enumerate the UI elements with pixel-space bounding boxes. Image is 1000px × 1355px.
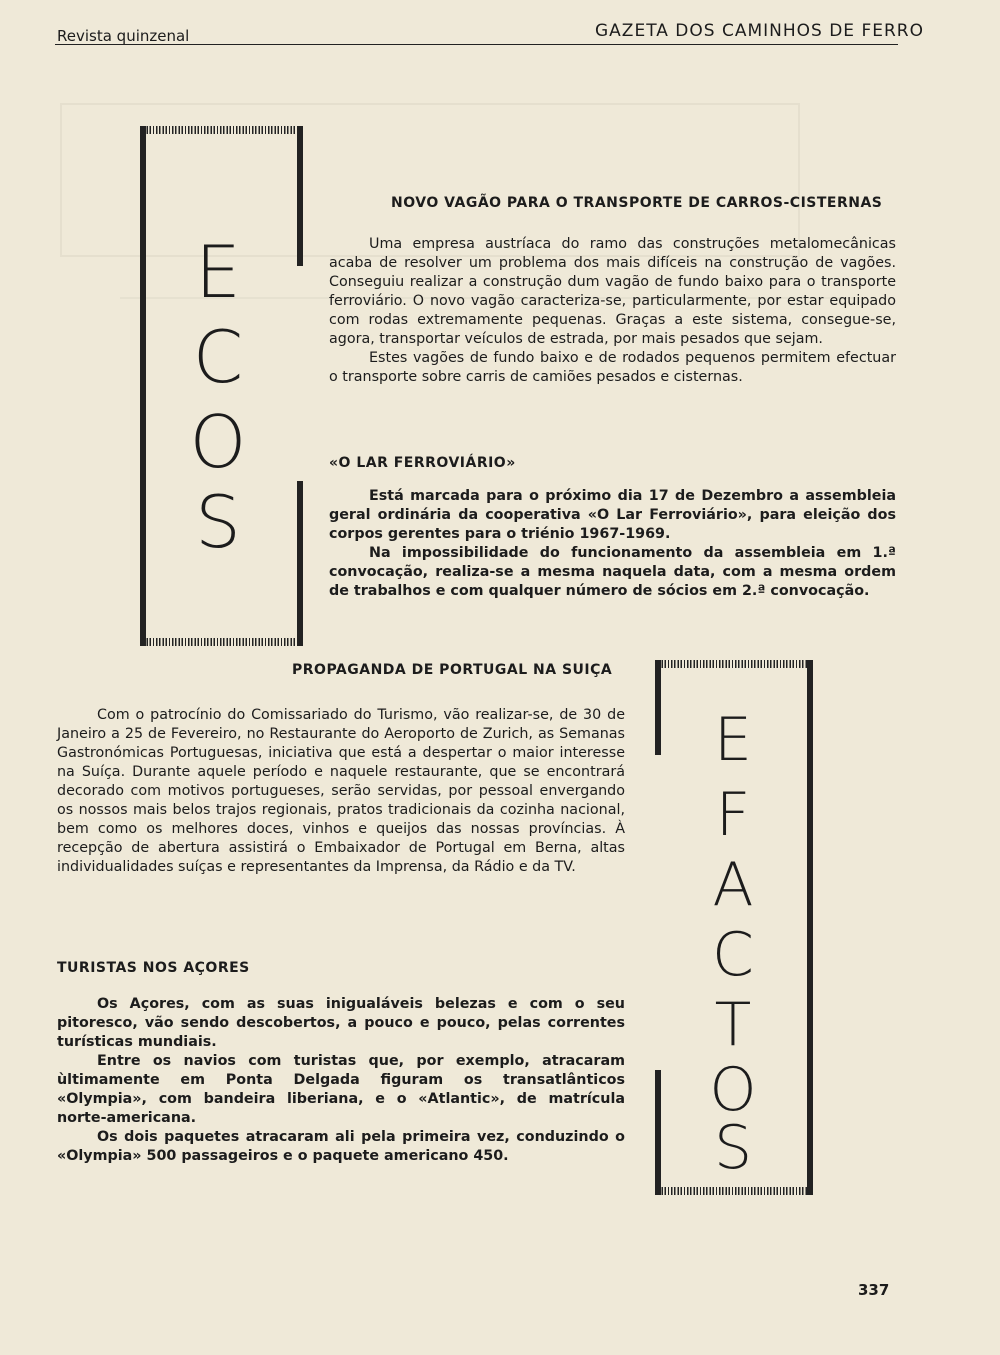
article-body-lar-ferroviario	[329, 487, 896, 601]
factos-letter: O	[709, 1055, 757, 1125]
ecos-letter: O	[189, 400, 247, 484]
paragraph: Na impossibilidade do funcionamento da assembleia em 1.ª convocação, realiza-se a mesma naquela data, com a mesma ordem de trabalhos e com qualquer número de sócios em 2.ª convocação.	[329, 545, 896, 599]
ecos-bracket-bottom	[140, 638, 303, 646]
running-head-right: GAZETA DOS CAMINHOS DE FERRO	[595, 21, 924, 41]
paragraph: Estes vagões de fundo baixo e de rodados pequenos permitem efectuar o transporte sobre carris de camiões pesados e cisternas.	[329, 350, 896, 385]
ecos-bracket-right-upper	[297, 126, 303, 266]
factos-letter: F	[715, 780, 751, 850]
ecos-letter: E	[195, 230, 241, 314]
running-head-left: Revista quinzenal	[57, 27, 190, 45]
article-title-propaganda-suica: PROPAGANDA DE PORTUGAL NA SUIÇA	[292, 662, 613, 678]
factos-letter: C	[712, 920, 754, 990]
article-body-turistas-acores	[57, 995, 625, 1166]
ecos-ornament	[140, 126, 303, 646]
factos-letter: T	[714, 990, 752, 1060]
factos-bracket-left-lower	[655, 1070, 661, 1195]
paragraph: Os dois paquetes atracaram ali pela primeira vez, conduzindo o «Olympia» 500 passageiros e o paquete americano 450.	[57, 1129, 625, 1164]
article-title-novo-vagao: NOVO VAGÃO PARA O TRANSPORTE DE CARROS-CISTERNAS	[391, 195, 883, 211]
header-rule	[55, 44, 898, 45]
article-body-novo-vagao	[329, 235, 896, 387]
factos-bracket-top	[655, 660, 813, 668]
paragraph: Os Açores, com as suas inigualáveis belezas e com o seu pitoresco, vão sendo descobertos, a pouco e pouco, pelas correntes turísticas mundiais.	[57, 996, 625, 1050]
factos-bracket-left-upper	[655, 660, 661, 755]
paragraph: Está marcada para o próximo dia 17 de Dezembro a assembleia geral ordinária da cooperativa «O Lar Ferroviário», para eleição dos corpos gerentes para o triénio 1967-1969.	[329, 488, 896, 542]
article-title-lar-ferroviario: «O LAR FERROVIÁRIO»	[329, 455, 516, 471]
paragraph: Com o patrocínio do Comissariado do Turismo, vão realizar-se, de 30 de Janeiro a 25 de Fevereiro, no Restaurante do Aeroporto de Zurich, as Semanas Gastronómicas Portuguesas, iniciativa que está a despertar o maior interesse na Suíça. Durante aquele período e naquele restaurante, que se encontrará decorado com motivos portugueses, serão servidas, por pessoal envergando os nossos mais belos trajos regionais, pratos tradicionais da cozinha nacional, bem como os melhores doces, vinhos e queijos das nossas províncias. À recepção de abertura assistirá o Embaixador de Portugal em Berna, altas individualidades suíças e representantes da Imprensa, da Rádio e da TV.	[57, 707, 625, 875]
ecos-bracket-left	[140, 126, 146, 646]
factos-letter: A	[712, 850, 754, 920]
page-number: 337	[858, 1281, 890, 1299]
factos-bracket-right	[807, 660, 813, 1195]
ecos-bracket-right-lower	[297, 481, 303, 646]
paragraph: Uma empresa austríaca do ramo das construções metalomecânicas acaba de resolver um problema dos mais difíceis na construção de vagões. Conseguiu realizar a construção dum vagão de fundo baixo para o transporte ferroviário. O novo vagão caracteriza-se, particularmente, por estar equipado com rodas extremamente pequenas. Graças a este sistema, consegue-se, agora, transportar veículos de estrada, por mais pesados que sejam.	[329, 236, 896, 347]
paragraph: Entre os navios com turistas que, por exemplo, atracaram ùltimamente em Ponta Delgada figuram os transatlânticos «Olympia», com bandeira liberiana, e o «Atlantic», de matrícula norte-americana.	[57, 1053, 625, 1126]
ecos-bracket-top	[140, 126, 303, 134]
article-title-turistas-acores: TURISTAS NOS AÇORES	[57, 960, 250, 976]
factos-ornament	[655, 660, 813, 1195]
factos-letter: S	[713, 1113, 753, 1183]
article-body-propaganda-suica	[57, 706, 625, 877]
ecos-letter: S	[195, 480, 241, 564]
factos-letter: E	[714, 705, 752, 775]
factos-bracket-bottom	[655, 1187, 813, 1195]
ecos-letter: C	[192, 315, 244, 399]
